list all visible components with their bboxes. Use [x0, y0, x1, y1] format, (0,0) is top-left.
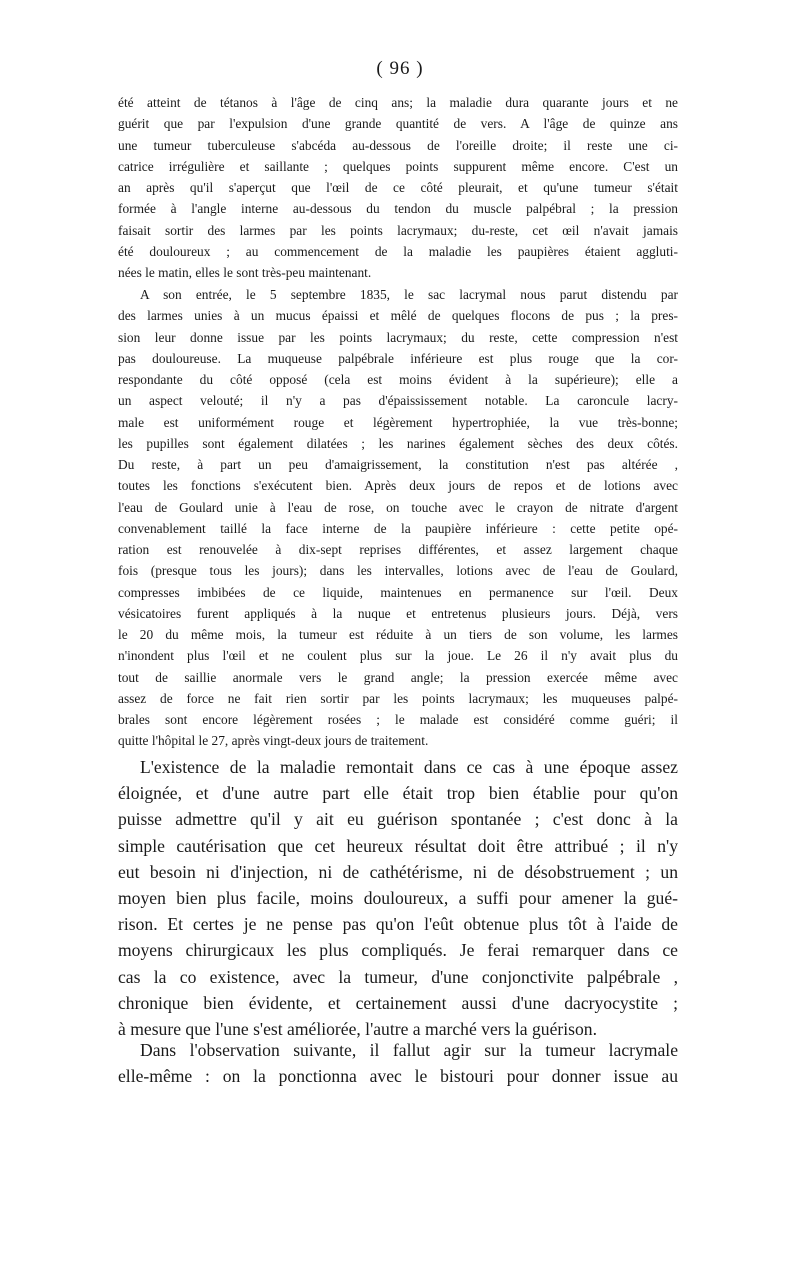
text-line: moyen bien plus facile, moins douloureux, a suffi pour amener la gué-: [118, 887, 678, 908]
text-line: le 20 du même mois, la tumeur est réduite à un tiers de son volume, les larmes: [118, 627, 678, 642]
text-line: sion leur donne issue par les points lacrymaux; du reste, cette compression n'est: [118, 329, 678, 345]
text-line: an après qu'il s'aperçut que l'œil de ce côté pleurait, et qu'une tumeur s'était: [118, 180, 678, 195]
text-line: tout de saillie anormale vers le grand angle; la pression exercée même avec: [118, 669, 678, 685]
commentary-paragraph-2: [118, 1037, 678, 1089]
text-line: Dans l'observation suivante, il fallut agir sur la tumeur lacrymale: [140, 1040, 678, 1060]
text-line: des larmes unies à un mucus épaissi et mêlé de quelques flocons de pus ; la pres-: [118, 308, 678, 324]
text-line: L'existence de la maladie remontait dans ce cas à une époque assez: [140, 757, 678, 777]
text-line: l'eau de Goulard unie à l'eau de rose, on touche avec le crayon de nitrate d'argent: [118, 499, 678, 515]
text-line: compresses imbibées de ce liquide, maintenues en permanence sur l'œil. Deux: [118, 584, 678, 600]
text-line: convenablement taillé la face interne de la paupière inférieure : cette petite opé-: [118, 520, 678, 536]
text-line: assez de force ne fait rien sortir par les points lacrymaux; les muqueuses palpé-: [118, 690, 678, 706]
text-line: catrice irrégulière et saillante ; quelques points suppurent même encore. C'est un: [118, 158, 678, 174]
commentary-paragraph-1: [118, 754, 678, 1042]
text-line: nées le matin, elles le sont très-peu maintenant.: [118, 265, 372, 280]
page-number: ( 96 ): [376, 58, 424, 79]
text-line: elle-même : on la ponctionna avec le bistouri pour donner issue au: [118, 1066, 678, 1087]
text-line: brales sont encore légèrement rosées ; le malade est considéré comme guéri; il: [118, 712, 678, 727]
text-line: eut besoin ni d'injection, ni de cathétérisme, ni de désobstruement ; un: [118, 861, 678, 882]
text-line: rison. Et certes je ne pense pas qu'on l'eût obtenue plus tôt à l'aide de: [118, 914, 678, 935]
text-line: faisait sortir des larmes par les points lacrymaux; du-reste, cet œil n'avait jamais: [118, 222, 678, 238]
text-line: fois (presque tous les jours); dans les intervalles, lotions avec de l'eau de Goulard,: [118, 563, 678, 579]
text-line: simple cautérisation que cet heureux résultat doit être attribué ; il n'y: [118, 835, 678, 856]
text-line: Du reste, à part un peu d'amaigrissement, la constitution n'est pas altérée ,: [118, 457, 678, 472]
text-line: été douloureux ; au commencement de la maladie les paupières étaient aggluti-: [118, 243, 678, 259]
text-line: pas douloureuse. La muqueuse palpébrale inférieure est plus rouge que la cor-: [118, 350, 678, 366]
text-line: les pupilles sont également dilatées ; les narines également sèches des deux côtés.: [118, 435, 678, 451]
text-line: A son entrée, le 5 septembre 1835, le sac lacrymal nous parut distendu par: [140, 287, 678, 302]
text-line: éloignée, et d'une autre part elle était trop bien établie pour qu'on: [118, 783, 678, 804]
text-line: respondante du côté opposé (cela est moins évident à la supérieure); elle a: [118, 372, 678, 387]
text-line: à mesure que l'une s'est améliorée, l'autre a marché vers la guérison.: [118, 1018, 597, 1039]
text-line: male est uniformément rouge et légèrement hypertrophiée, la vue très-bonne;: [118, 414, 678, 430]
text-line: été atteint de tétanos à l'âge de cinq ans; la maladie dura quarante jours et ne: [118, 95, 678, 110]
text-line: une tumeur tuberculeuse s'abcéda au-dessous de l'oreille droite; il reste une ci-: [118, 137, 678, 153]
text-line: n'inondent plus l'œil et ne coulent plus sur la joue. Le 26 il n'y avait plus du: [118, 648, 678, 664]
observation-paragraph-2: [118, 284, 678, 752]
text-line: moyens chirurgicaux les plus compliqués. Je ferai remarquer dans ce: [118, 940, 678, 961]
text-line: chronique bien évidente, et certainement aussi d'une dacryocystite ;: [118, 992, 678, 1013]
observation-paragraph-1: [118, 92, 678, 283]
text-line: vésicatoires furent appliqués à la nuque et entretenus plusieurs jours. Déjà, vers: [118, 605, 678, 621]
text-line: cas la co existence, avec la tumeur, d'une conjonctivite palpébrale ,: [118, 966, 678, 987]
text-line: un aspect velouté; il n'y a pas d'épaississement notable. La caroncule lacry-: [118, 393, 678, 409]
text-line: quitte l'hôpital le 27, après vingt-deux jours de traitement.: [118, 733, 429, 749]
text-line: ration est renouvelée à dix-sept reprises différentes, et assez largement chaque: [118, 542, 678, 557]
text-line: toutes les fonctions s'exécutent bien. Après deux jours de repos et de lotions avec: [118, 478, 678, 494]
text-line: formée à l'angle interne au-dessous du tendon du muscle palpébral ; la pression: [118, 201, 678, 217]
text-line: guérit que par l'expulsion d'une grande quantité de vers. A l'âge de quinze ans: [118, 116, 678, 132]
text-line: puisse admettre qu'il y ait eu guérison spontanée ; c'est donc à la: [118, 809, 678, 830]
